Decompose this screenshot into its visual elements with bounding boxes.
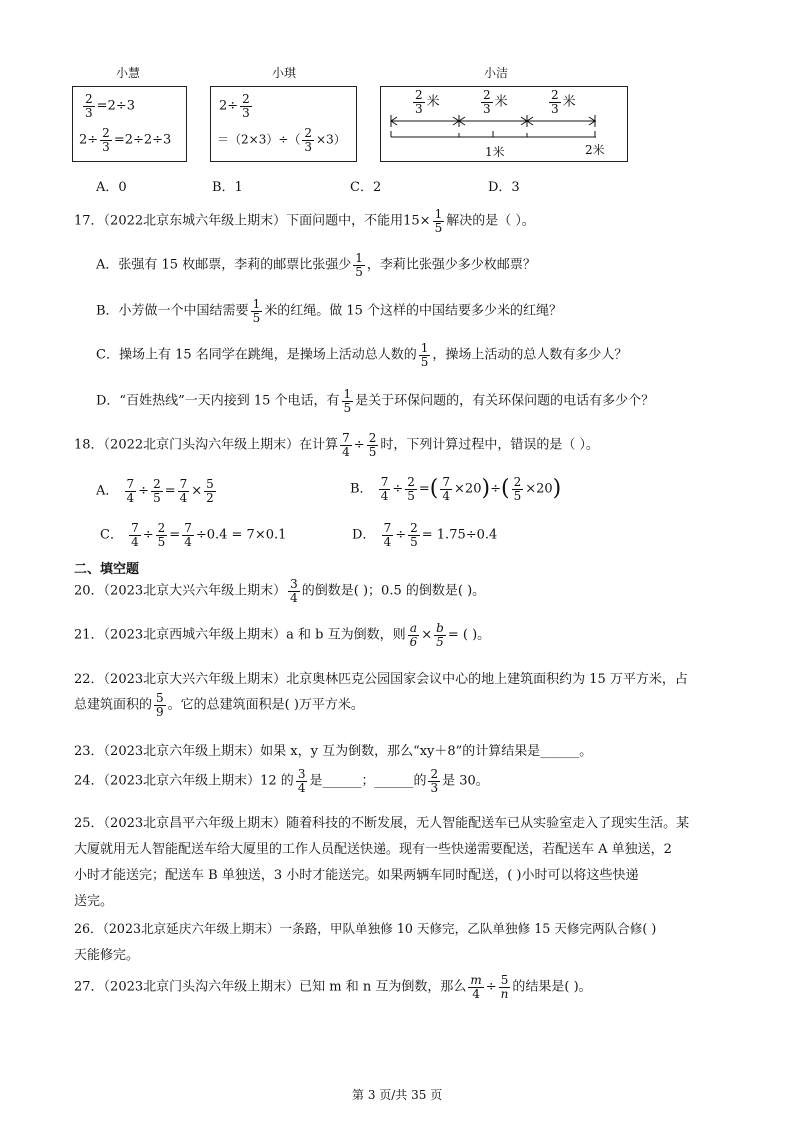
- q25-line2: 大厦就用无人智能配送车给大厦里的工作人员配送快递。现有一些快递需要配送，若配送车 A 单独送，2: [74, 842, 672, 857]
- option-d[interactable]: D．3: [488, 180, 520, 195]
- q22-line2: 总建筑面积的 $\frac{5}{9}$ 。它的总建筑面积是( )万平方米。: [74, 691, 364, 719]
- tick-label-2m: 2米: [585, 143, 605, 157]
- page-footer: 第 3 页/共 35 页: [352, 1088, 443, 1102]
- q18-stem: 18．（2022北京门头沟六年级上期末）在计算 $\frac{7}{4}$ ÷ $\frac{2}{5}$ 时，下列计算过程中，错误的是（ ）。: [74, 431, 599, 459]
- q18-option-b[interactable]: B． $\frac{7}{4}$ ÷ $\frac{2}{5}$ =( $\frac{7}{4}$ ×20)÷( $\frac{2}{5}$ ×20): [350, 475, 562, 503]
- xiaoqi-line2: ＝（2×3）÷（ $\frac{2}{3}$ ×3）: [217, 126, 346, 154]
- q17-option-a[interactable]: A．张强有 15 枚邮票，李莉的邮票比张强少 $\frac{1}{5}$ ，李莉比张强少多少枚邮票？: [96, 251, 536, 279]
- option-a[interactable]: A．0: [96, 180, 127, 195]
- option-c[interactable]: C．2: [350, 180, 382, 195]
- xiaohui-line2: 2÷ $\frac{2}{3}$ =2÷2÷3: [79, 126, 172, 154]
- option-b[interactable]: B．1: [212, 180, 243, 195]
- segment-label-3: $\frac{2}{3}$ 米: [551, 88, 576, 116]
- segment-label-1: $\frac{2}{3}$ 米: [415, 88, 440, 116]
- q20: 20．（2023北京大兴六年级上期末） $\frac{3}{4}$ 的倒数是( )；0.5 的倒数是( )。: [74, 577, 486, 605]
- label-xiaoqi: 小琪: [272, 66, 297, 80]
- xiaoqi-box: [210, 86, 357, 162]
- q26-line1: 26．（2023北京延庆六年级上期末）一条路，甲队单独修 10 天修完，乙队单独修 15 天修完两队合修( ): [74, 921, 657, 936]
- xiaohui-line1: $\frac{2}{3}$ =2÷3: [85, 92, 135, 120]
- section-heading: 二、填空题: [74, 562, 140, 577]
- q17-option-b[interactable]: B．小芳做一个中国结需要 $\frac{1}{5}$ 米的红绳。做 15 个这样的中国结要多少米的红绳？: [96, 297, 563, 325]
- label-xiaojie: 小洁: [484, 66, 509, 80]
- q24: 24．（2023北京六年级上期末）12 的 $\frac{3}{4}$ 是______；______的 $\frac{2}{3}$ 是 30。: [74, 767, 489, 795]
- xiaojie-box: [380, 86, 628, 162]
- segment-label-2: $\frac{2}{3}$ 米: [483, 88, 508, 116]
- q25-line3: 小时才能送完；配送车 B 单独送，3 小时才能送完。如果两辆车同时配送，( )小时可以将这些快递: [74, 868, 639, 883]
- q17-option-c[interactable]: C．操场上有 15 名同学在跳绳，是操场上活动总人数的 $\frac{1}{5}$ ，操场上活动的总人数有多少人？: [96, 341, 628, 369]
- q18-option-d[interactable]: D． $\frac{7}{4}$ ÷ $\frac{2}{5}$ = 1.75÷0.4: [352, 521, 498, 549]
- q22-line1: 22．（2023北京大兴六年级上期末）北京奥林匹克公园国家会议中心的地上建筑面积约为 15 万平方米，占: [74, 672, 688, 687]
- q18-option-a[interactable]: A． $\frac{7}{4}$ ÷ $\frac{2}{5}$ = $\frac{7}{4}$ × $\frac{5}{2}$: [96, 477, 214, 505]
- q21: 21．（2023北京西城六年级上期末）a 和 b 互为倒数，则 $\frac{a}{6}$ × $\frac{b}{5}$ = ( )。: [74, 621, 491, 649]
- q25-line1: 25．（2023北京昌平六年级上期末）随着科技的不断发展，无人智能配送车已从实验室走入了现实生活。某: [74, 816, 690, 831]
- tick-label-1m: 1米: [485, 145, 505, 159]
- q17-option-d[interactable]: D．“百姓热线”一天内接到 15 个电话，有 $\frac{1}{5}$ 是关于环保问题的，有关环保问题的电话有多少个？: [96, 387, 655, 415]
- q23: 23．（2023北京六年级上期末）如果 x，y 互为倒数，那么“xy＋8”的计算结果是______。: [74, 744, 593, 759]
- q26-line2: 天能修完。: [74, 948, 140, 963]
- q17-stem: 17．（2022北京东城六年级上期末）下面问题中，不能用15× $\frac{1}{5}$ 解决的是（ ）。: [74, 207, 535, 235]
- q18-option-c[interactable]: C． $\frac{7}{4}$ ÷ $\frac{2}{5}$ = $\frac{7}{4}$ ÷0.4 = 7×0.1: [100, 521, 287, 549]
- label-xiaohui: 小慧: [116, 66, 141, 80]
- q27: 27．（2023北京门头沟六年级上期末）已知 m 和 n 互为倒数，那么 $\frac{m}{4}$ ÷ $\frac{5}{n}$ 的结果是( )。: [74, 973, 592, 1001]
- q25-line4: 送完。: [74, 894, 114, 909]
- xiaohui-box: [72, 86, 187, 162]
- xiaoqi-line1: 2÷ $\frac{2}{3}$: [219, 92, 250, 120]
